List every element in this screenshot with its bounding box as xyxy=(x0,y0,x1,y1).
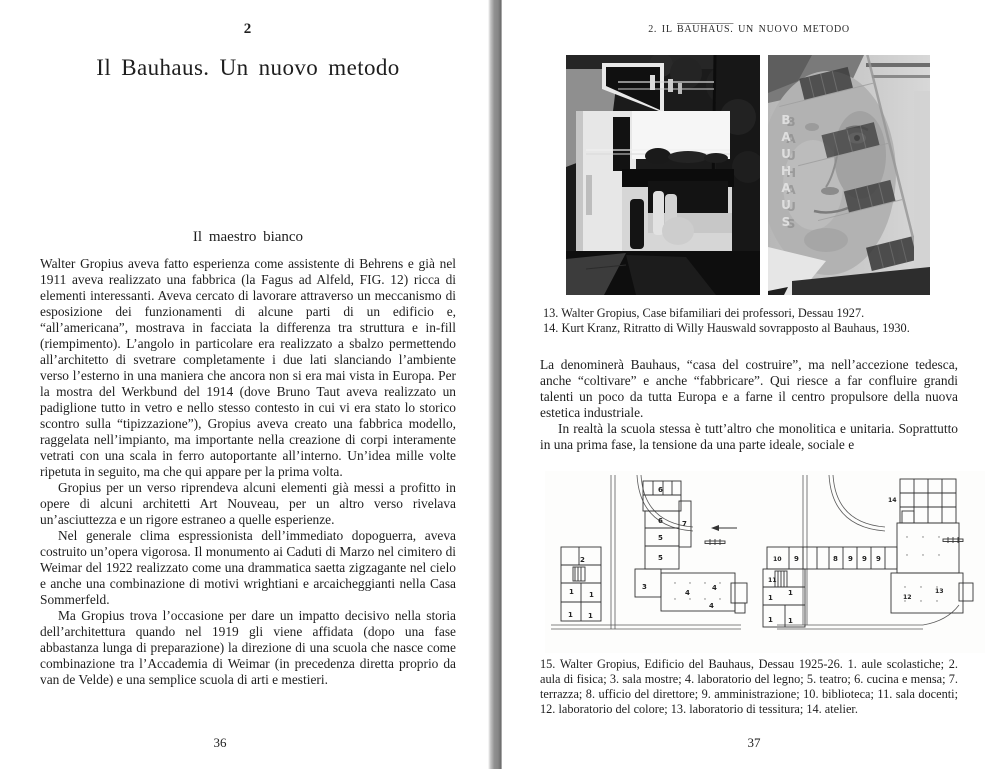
plan-room-number: 9 xyxy=(862,555,867,563)
photo-overlay-bauhaus-lettering: BAUHAUS xyxy=(779,113,793,232)
plan-room-number: 9 xyxy=(876,555,881,563)
plan-room-number: 1 xyxy=(788,617,793,625)
plan-room-number: 2 xyxy=(580,556,585,564)
page-number-right: 37 xyxy=(747,735,761,750)
plan-room-number: 12 xyxy=(903,594,912,601)
running-header-prefix: 2. IL xyxy=(648,24,677,35)
running-header xyxy=(540,24,958,35)
body-paragraph: Nel generale clima espressionista dell’immediato dopoguerra, aveva costruito un’opera vigorosa. Il monumento ai Caduti di Marzo nel cimitero di Weimar del 1922 realizzato come una drammatica saetta zigzagante nel cielo e anche una combinazione di motivi wrightiani e arcaicheggianti nella Casa Sommerfeld. xyxy=(40,528,456,607)
body-paragraph: La denominerà Bauhaus, “casa del costruire”, ma nell’accezione tedesca, anche “coltivare” e anche “fabbricare”. Qui riesce a far confluire grandi talenti un poco da tutta Europa e a farne il centro propulsore della nuova estetica industriale. xyxy=(540,357,958,420)
body-paragraph: Gropius per un verso riprendeva alcuni elementi già messi a profitto in opere di alcuni architetti Art Nouveau, per un altro verso rivelava un’asciuttezza e un rigore estraneo a quelle esperienze. xyxy=(40,480,456,527)
plan-room-number: 5 xyxy=(658,534,663,542)
plan-room-number: 14 xyxy=(888,497,897,504)
right-page xyxy=(502,0,995,769)
plan-room-number: 1 xyxy=(568,611,573,619)
photo-professors-houses-image xyxy=(566,55,760,295)
figure-caption-14: 14. Kurt Kranz, Ritratto di Willy Hauswald sovrapposto al Bauhaus, 1930. xyxy=(543,321,910,335)
page-gutter xyxy=(488,0,502,769)
running-header-bauhaus: BAUHAUS. xyxy=(676,24,734,35)
left-page-text-column xyxy=(40,256,456,688)
plan-room-number: 5 xyxy=(658,554,663,562)
body-paragraph: Ma Gropius trova l’occasione per dare un impatto decisivo nella storia dell’architettura quando nel 1919 gli viene affidata (dopo una fase abbastanza lunga di preparazione) la direzione di una scuola che nasce come combinazione tra l’Accademia di Weimar (in precedenza diretta proprio da van de Velde) e una semplice scuola di arti e mestieri. xyxy=(40,608,456,687)
plan-room-number: 1 xyxy=(788,589,793,597)
plan-room-number: 1 xyxy=(589,591,594,599)
plan-room-number: 6 xyxy=(658,486,663,494)
running-header-suffix: UN NUOVO METODO xyxy=(733,24,850,35)
figure-caption-13: 13. Walter Gropius, Case bifamiliari dei professori, Dessau 1927. xyxy=(543,306,865,320)
plan-room-number: 1 xyxy=(588,612,593,620)
figure-caption-15: 15. Walter Gropius, Edificio del Bauhaus, Dessau 1925-26. 1. aule scolastiche; 2. aula di fisica; 3. sala mostre; 4. laboratorio del legno; 5. teatro; 6. cucina e mensa; 7. terrazza; 8. ufficio del direttore; 9. amministrazione; 10. biblioteca; 11. sala docenti; 12. laboratorio del colore; 13. laboratorio di tessitura; 14. atelier. xyxy=(540,657,958,716)
plan-room-number: 1 xyxy=(569,588,574,596)
section-heading: Il maestro bianco xyxy=(192,229,304,245)
plan-room-number: 4 xyxy=(685,589,690,597)
chapter-title: Il Bauhaus. Un nuovo metodo xyxy=(96,55,400,80)
plan-room-number: 13 xyxy=(935,588,944,595)
body-paragraph: In realtà la scuola stessa è tutt’altro che monolitica e unitaria. Soprattutto in una prima fase, la tensione da una parte ideale, sociale e xyxy=(540,421,958,452)
left-page xyxy=(40,0,456,769)
plan-room-number: 1 xyxy=(768,594,773,602)
plan-room-number: 10 xyxy=(773,556,782,563)
plan-room-number: 9 xyxy=(794,555,799,563)
figure-bauhaus-floor-plan xyxy=(545,471,985,653)
chapter-number: 2 xyxy=(243,21,253,37)
right-page-text-column xyxy=(540,357,958,453)
plan-room-number: 7 xyxy=(682,520,687,528)
plan-room-number: 8 xyxy=(833,555,838,563)
plan-room-number: 1 xyxy=(768,616,773,624)
page-number-left: 36 xyxy=(213,735,227,750)
photo-professors-houses xyxy=(566,55,760,295)
plan-room-number: 3 xyxy=(642,583,647,591)
body-paragraph: Walter Gropius aveva fatto esperienza come assistente di Behrens e già nel 1911 aveva realizzato una fabbrica (la Fagus ad Alfeld, FIG. 12) ricca di elementi interessanti. Aveva cercato di lavorare attraverso un meccanismo di esposizione dei funzionamenti di alcune parti di un edificio e, “all’americana”, mostrava in facciata la differenza tra struttura e in-fill (riempimento). L’angolo in particolare era realizzato a sbalzo permettendo all’architetto di svetrare completamente i due lati slanciando l’ambiente verso l’esterno in una maniera che ancora non si era mai vista in Europa. Per la mostra del Werkbund del 1914 (dove Bruno Taut aveva realizzato un padiglione tutto in vetro e nello stesso contesto in cui vi era stato lo storico scontro sulla “tipizzazione”), Gropius aveva creato una fabbrica modello, raggelata nell’impianto, ma importante nella creazione di corpi interamente vetrati con una scala in ferro autoportante all’interno. Un’idea mille volte ripetuta in seguito, ma che qui appare per la prima volta. xyxy=(40,256,456,479)
plan-room-number: 9 xyxy=(848,555,853,563)
plan-room-number: 11 xyxy=(768,577,777,584)
plan-room-number: 4 xyxy=(709,602,714,610)
plan-room-number: 6 xyxy=(658,517,663,525)
plan-room-number: 4 xyxy=(712,584,717,592)
bauhaus-floor-plan-drawing xyxy=(545,471,985,653)
